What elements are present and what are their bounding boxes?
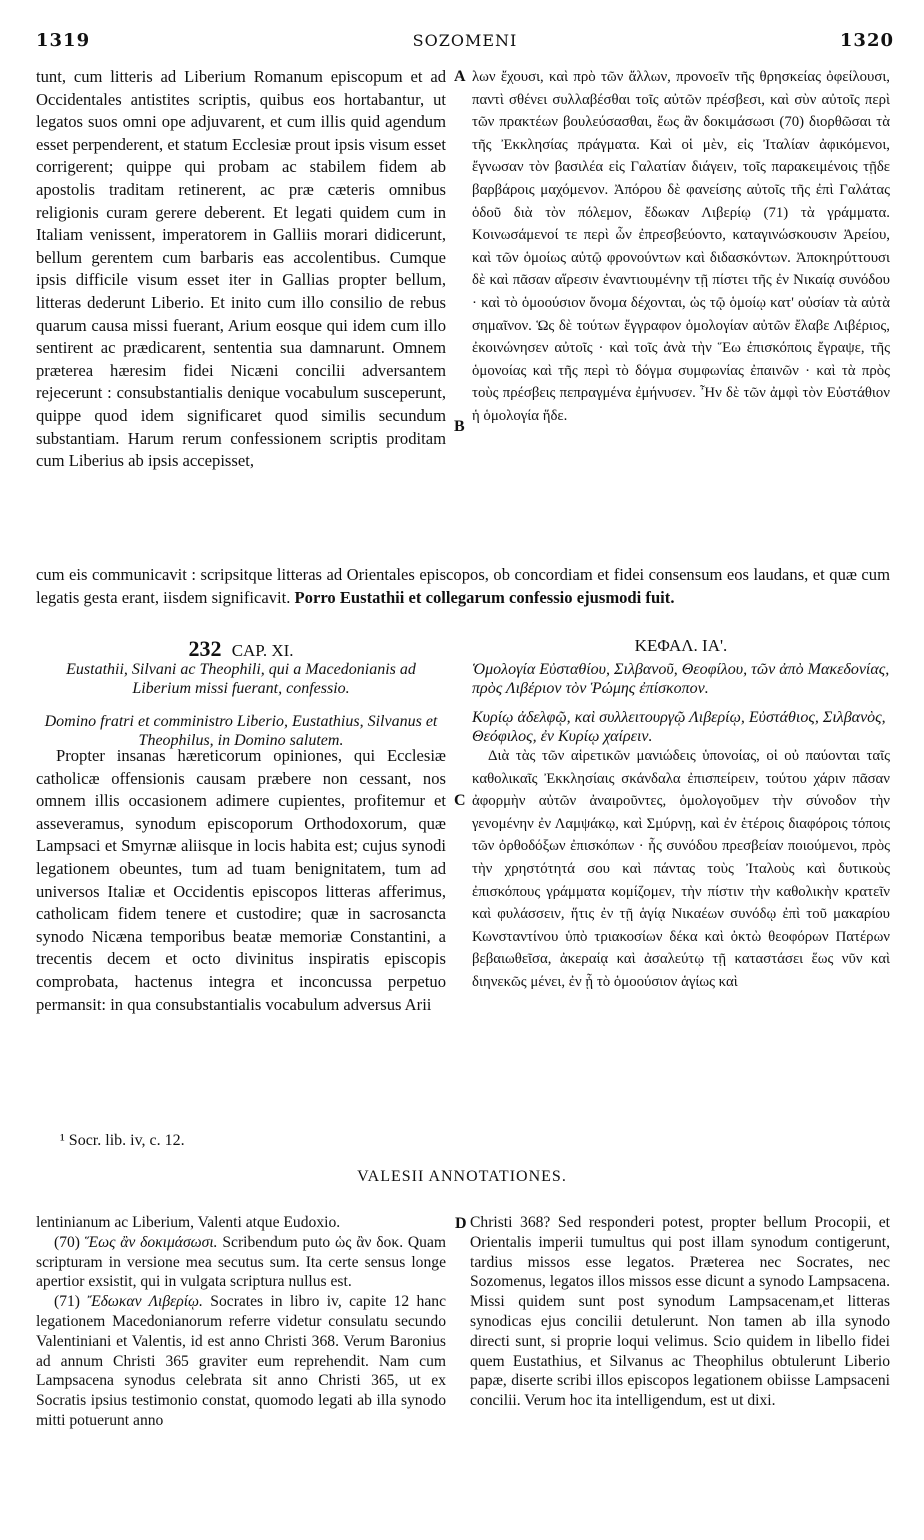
fullwidth-text-part1: cum eis communicavit : scripsitque litteras ad Orientales episcopos, ob concordiam et fidei consensum eos laudans, et quæ cum legatis gesta erant, iisdem significavit. (36, 565, 890, 607)
running-head (36, 30, 894, 56)
annotation-70 (36, 1233, 446, 1292)
margin-letter-d: D (455, 1215, 467, 1232)
margin-letter-a: A (454, 68, 466, 85)
annotation-lead: lentinianum ac Liberium, Valenti atque Eudoxio. (36, 1214, 341, 1231)
annotation-right-text: Christi 368? Sed responderi potest, propter bellum Procopii, et Orientalis imperii tumultus qui post illam synodum contigerunt, tardius missos esse legatos. Præterea nec Socrates, nec Sozomenus, legatos illos missos esse dicunt a synodo Lampsacena. Missi quidem sunt post synodum Lampsacenam,et litteras synodicas ejus concilii detulerunt. Non tamen ab illa synodo directi sunt, si proprie loqui velimus. Scio quidem in libello fidei quem Eustathius, et Silvanus ac Theophilus obtulerunt Liberio papæ, diserte scribi illos episcopos legationem obiisse Lampsaceni concilii. Verum hoc ita intelligendum, est ut dixi. (470, 1214, 890, 1410)
footnote: ¹ Socr. lib. iv, c. 12. (60, 1132, 185, 1149)
annotations-heading: VALESII ANNOTATIONES. (357, 1168, 567, 1185)
annotation-71-greek: Ἔδωκαν Λιβερίῳ. (87, 1293, 203, 1311)
margin-letter-b: B (454, 418, 465, 435)
fullwidth-paragraph (36, 564, 890, 609)
annotation-70-greek: Ἕως ἂν δοκιμάσωσι. (84, 1233, 218, 1251)
latin-chapter-number: 232 (188, 636, 222, 661)
latin-chapter-header (36, 636, 446, 750)
annotation-71 (36, 1292, 446, 1431)
latin-column-top (36, 66, 446, 473)
annotations-right-column (470, 1213, 890, 1411)
latin-chapter-title: Eustathii, Silvani ac Theophili, qui a Macedonianis ad Liberium missi fuerant, confessio. (66, 661, 416, 697)
latin-chapter-body: Propter insanas hæreticorum opiniones, qui Ecclesiæ catholicæ offensionis causam præbere non cessant, nos omnem illis occasionem adimere cupientes, profitemur et asseveramus, synodum episcoporum Orthodoxorum, quæ Lampsaci et Smyrnæ aliisque in locis habita est; cujus synodi legationem obeuntes, tum ad tuam benignitatem, tum ad universos Italiæ et Occidentis episcopos litteras afferimus, catholicam fidem tenere et custodire; quæ in sacrosancta synodo Nicæna temporibus beatæ memoriæ Constantini, a trecentis decem et octo divinitus inspiratis episcopis comprobata, hactenus integra et inconcussa perpetuo permansit: in qua consubstantialis vocabulum adversus Arii (36, 746, 446, 1014)
latin-chapter-label: CAP. XI. (231, 641, 294, 660)
greek-chapter-body: Διὰ τὰς τῶν αἱρετικῶν μανιώδεις ὑπονοίας, οἱ οὐ παύονται ταῖς καθολικαῖς Ἐκκλησίαις σκάνδαλα ἐπισπείρειν, τούτου χάριν πᾶσαν ἀφορμὴν αὐτῶν ἀναιροῦντες, ὁμολογοῦμεν τὴν σύνοδον τὴν γενομένην ἐν Λαμψάκῳ, καὶ Σμύρνῃ, καὶ ἐν ἑτέροις διαφόροις τόποις τῶν ὀρθοδόξων ἐπισκόπων · ἧς συνόδου πρεσβείαν ποιούμενοι, πρὸς τὴν χρηστότητά σου καὶ πάντας τοὺς Ἰταλοὺς καὶ δυτικοὺς ἐπισκόπους γράμματα κομίζομεν, τὴν πίστιν τὴν καθολικὴν κρατεῖν καὶ φυλάσσειν, ἥτις ἐν τῇ ἁγίᾳ Νικαέων συνόδῳ ἐπὶ τοῦ μακαρίου Κωνσταντίνου ὑπὸ τριακοσίων δέκα καὶ ὀκτὼ θεοφόρων Πατέρων βεβαιωθεῖσα, ἀκεραίᾳ καὶ ἀσαλεύτῳ τῇ καταστάσει ἕως νῦν καὶ διηνεκῶς μένει, ἐν ᾗ τὸ ὁμοούσιον ἁγίως καὶ (472, 748, 890, 990)
running-title: SOZOMENI (412, 31, 518, 50)
annotation-70-text: Scribendum puto ὡς ἂν δοκ. Quam scripturam in versione mea secutus sum. Ita certe sensus longe apertior exsistit, qui in vulgata scriptura nullus est. (36, 1233, 446, 1291)
latin-salutation: Domino fratri et comministro Liberio, Eustathius, Silvanus et Theophilus, in Domino salutem. (44, 713, 438, 749)
greek-column-top (472, 66, 890, 428)
greek-chapter-header (472, 636, 890, 746)
fullwidth-text-part2: Porro Eustathii et collegarum confessio ejusmodi fuit. (294, 587, 675, 607)
margin-letter-c: C (454, 792, 466, 809)
greek-salutation: Κυρίῳ ἀδελφῷ, καὶ συλλειτουργῷ Λιβερίῳ, Εὐστάθιος, Σιλβανὸς, Θεόφιλος, ἐν Κυρίῳ χαίρειν. (472, 709, 886, 745)
greek-chapter-title: Ὁμολογία Εὐσταθίου, Σιλβανοῦ, Θεοφίλου, τῶν ἀπὸ Μακεδονίας, πρὸς Λιβέριον τὸν Ῥώμης ἐπίσκοπον. (472, 661, 890, 697)
greek-top-paragraph: λων ἔχουσι, καὶ πρὸ τῶν ἄλλων, προνοεῖν τῆς θρησκείας ὀφείλουσι, παντὶ σθένει συλλαβέσθαι τοῖς αὐτῶν πρέσβεσι, καὶ σὺν αὐτοῖς περὶ τῶν πρακτέων βουλεύσασθαι, ἕως ἂν δοκιμάσωσι (70) διορθῶσαι τὰ τῆς Ἐκκλησίας πράγματα. Καὶ οἱ μὲν, εἰς Ἰταλίαν ἀφικόμενοι, ἔγνωσαν τὸν βασιλέα εἰς Γαλατίαν διάγειν, τοῖς παρακειμένοις τῇδε βαρβάροις μαχόμενον. Ἀπόρου δὲ φανείσης αὐτοῖς τῆς ἐπὶ Γαλάτας ὁδοῦ διὰ τὸν πόλεμον, ἔδωκαν Λιβερίῳ (71) τὰ γράμματα. Κοινωσάμενοί τε περὶ ὧν ἐπρεσβεύοντο, καταγινώσκουσιν Ἀρείου, καὶ τῶν ὁμοίως αὐτῷ φρονούντων καὶ διδασκόντων. Ἀποκηρύττουσι δὲ καὶ πᾶσαν αἵρεσιν ἐναντιουμένην τῇ πίστει τῆς ἐν Νικαίᾳ συνόδου · καὶ τὸ ὁμοούσιον ὄνομα δέχονται, ὡς τῷ ὁμοίῳ κατ' οὐσίαν τὰ αὐτὰ σημαῖνον. Ὡς δὲ τούτων ἔγγραφον ὁμολογίαν αὐτῶν ἔλαβε Λιβέριος, ἐκοινώνησεν αὐτοῖς · καὶ τοῖς ἀνὰ τὴν Ἕω ἐπισκόποις ἔγραψε, τῆς ὁμονοίας καὶ τῆς περὶ τὸ δόγμα συμφωνίας ἐπαινῶν · καὶ τὰ πρὸς τοὺς πρέσβεις πεπραγμένα ἐμήνυσεν. Ἦν δὲ τῶν ἀμφὶ τὸν Εὐστάθιον ἡ ὁμολογία ἥδε. (472, 69, 890, 424)
latin-chapter-heading (36, 636, 446, 660)
fullwidth-transition (36, 564, 890, 609)
greek-chapter-heading: ΚΕΦΑΛ. ΙΑ'. (634, 636, 728, 655)
right-page-number: 1320 (839, 30, 894, 51)
annotation-71-marker: (71) (54, 1293, 80, 1311)
latin-top-paragraph: tunt, cum litteris ad Liberium Romanum episcopum et ad Occidentales antistites scriptis, quibus eos hortabantur, ut legatos suos omni ope adjuvarent, et cum illis quid agendum esset perpenderent, et statum Ecclesiæ prout ipsis visum esset corrigerent; quippe qui probam ac stabilem fidem ab apostolis traditam retinerent, ac præ cæteris omnibus religionis curam gerere deberent. Et legati quidem cum in Italiam venissent, imperatorem in Galliis morari didicerunt, bellum gerentem cum barbaris eas accolentibus. Cumque ipsis difficile visum esset iter in Gallias propter bellum, litteras dederunt Liberio. Et inito cum illo consilio de rebus quarum causa missi fuerant, Arium eosque qui idem cum illo sentirent ac prædicarent, sententia sua damnarunt. Omnem præterea hæresim fidei Nicæni concilii adversantem rejecerunt : consubstantialis denique vocabulum susceperunt, quippe quod idem significaret quod similis secundum substantiam. Harum rerum confessionem scriptis proditam cum Liberius ab ipsis accepisset, (36, 67, 446, 471)
annotation-71-text: Socrates in libro iv, capite 12 hanc legationem Macedonianorum referre videtur consulatu secundo Valentiniani et Valentis, id est anno Christi 368. Verum Baronius ad annum Christi 365 graviter eum reprehendit. Nam cum Lampsacena synodus celebrata sit anno Christi 365, ut ex Socratis ipsius testimonio constat, quomodo legati ab illa synodo mitti potuerunt anno (36, 1293, 446, 1429)
left-page-number: 1319 (36, 30, 91, 51)
annotation-70-marker: (70) (54, 1233, 80, 1251)
annotations-left-column (36, 1213, 446, 1431)
